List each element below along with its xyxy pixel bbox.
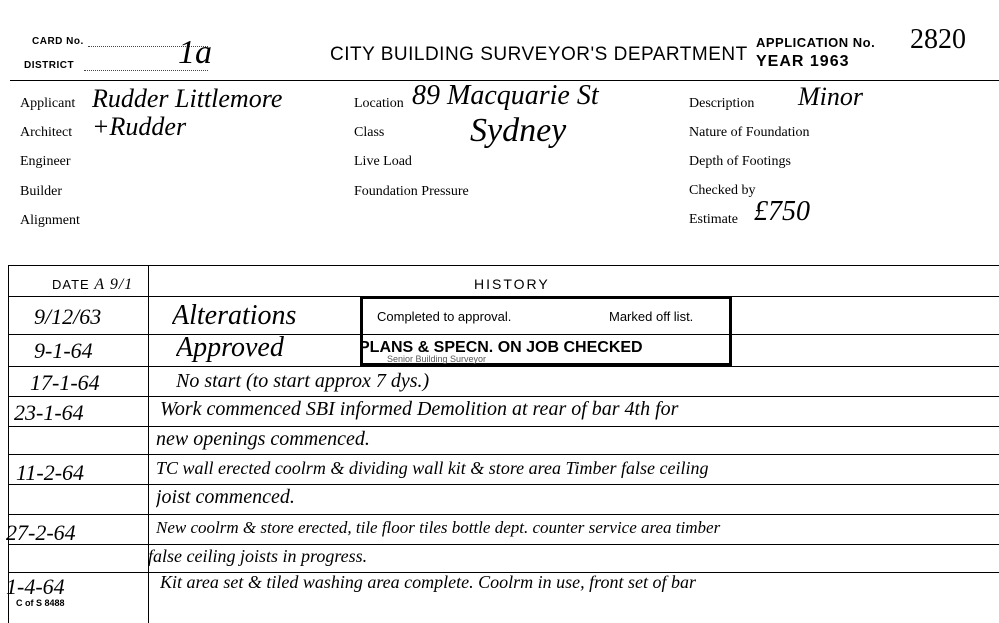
history-row-text: Alterations xyxy=(172,300,297,331)
district-label: DISTRICT xyxy=(24,60,75,71)
history-row-rule xyxy=(8,426,999,427)
history-row-rule xyxy=(8,514,999,515)
builder-label: Builder xyxy=(20,184,62,199)
history-row-date: 23-1-64 xyxy=(14,400,84,425)
district-value: 1a xyxy=(178,34,212,71)
history-row-text: New coolrm & store erected, tile floor tiles bottle dept. counter service area timber xyxy=(156,518,721,537)
fields-bottom-rule xyxy=(8,265,999,266)
approval-stamp xyxy=(360,296,732,366)
depth-footings-label: Depth of Footings xyxy=(689,154,791,169)
architect-label: Architect xyxy=(20,125,73,140)
history-row-date: 17-1-64 xyxy=(30,370,100,395)
card-left-border xyxy=(8,266,9,623)
stamp-marked-off: Marked off list. xyxy=(609,309,694,324)
class-label: Class xyxy=(354,125,385,140)
checked-by-label: Checked by xyxy=(689,183,756,198)
history-row-date: 1-4-64 xyxy=(6,574,65,599)
department-title: CITY BUILDING SURVEYOR'S DEPARTMENT xyxy=(330,44,748,65)
history-row-rule xyxy=(8,484,999,485)
applicant-value: Rudder Littlemore xyxy=(92,84,283,113)
architect-value: +Rudder xyxy=(92,112,187,141)
class-value: Sydney xyxy=(470,112,567,149)
history-row-text: joist commenced. xyxy=(156,486,295,508)
foundation-pressure-label: Foundation Pressure xyxy=(354,184,469,199)
date-annotation: A 9/1 xyxy=(94,276,134,293)
location-value: 89 Macquarie St xyxy=(412,80,599,111)
alignment-label: Alignment xyxy=(20,213,80,228)
stamp-completed: Completed to approval. xyxy=(377,309,512,324)
history-row-rule xyxy=(8,366,999,367)
history-row-date: 9-1-64 xyxy=(34,338,93,363)
application-number: 2820 xyxy=(910,24,966,55)
history-row-text: new openings commenced. xyxy=(156,428,370,450)
stamp-plans: PLANS & SPECN. ON JOB CHECKED xyxy=(359,339,643,356)
history-row-text: false ceiling joists in progress. xyxy=(148,546,368,566)
history-row-text: TC wall erected coolrm & dividing wall kit & store area Timber false ceiling xyxy=(156,458,709,478)
estimate-value: £750 xyxy=(754,196,810,227)
history-row-text: Work commenced SBI informed Demolition at rear of bar 4th for xyxy=(160,398,679,420)
history-row-date: 11-2-64 xyxy=(16,460,85,485)
stamp-senior: Senior Building Surveyor xyxy=(387,354,487,364)
description-label: Description xyxy=(689,96,755,111)
form-code: C of S 8488 xyxy=(16,598,65,608)
history-row-text: No start (to start approx 7 dys.) xyxy=(176,370,430,392)
engineer-label: Engineer xyxy=(20,154,71,169)
applicant-label: Applicant xyxy=(20,96,76,111)
history-row-rule xyxy=(8,396,999,397)
live-load-label: Live Load xyxy=(354,154,412,169)
year-label: YEAR 1963 xyxy=(756,53,850,70)
nature-foundation-label: Nature of Foundation xyxy=(689,125,810,140)
history-row-rule xyxy=(8,544,999,545)
estimate-label: Estimate xyxy=(689,212,738,227)
date-label: DATE xyxy=(52,277,90,292)
card-no-label: CARD No. xyxy=(32,36,84,47)
history-column-divider xyxy=(148,266,149,623)
application-label: APPLICATION No. xyxy=(756,35,876,50)
history-row-text: Kit area set & tiled washing area complete. Coolrm in use, front set of bar xyxy=(160,572,696,592)
description-value: Minor xyxy=(798,82,863,111)
history-row-date: 27-2-64 xyxy=(6,520,76,545)
history-title: HISTORY xyxy=(474,276,550,292)
date-column-header xyxy=(52,276,133,294)
history-row-rule xyxy=(8,454,999,455)
location-label: Location xyxy=(354,96,404,111)
history-row-text: Approved xyxy=(176,332,284,363)
history-row-date: 9/12/63 xyxy=(34,304,102,329)
